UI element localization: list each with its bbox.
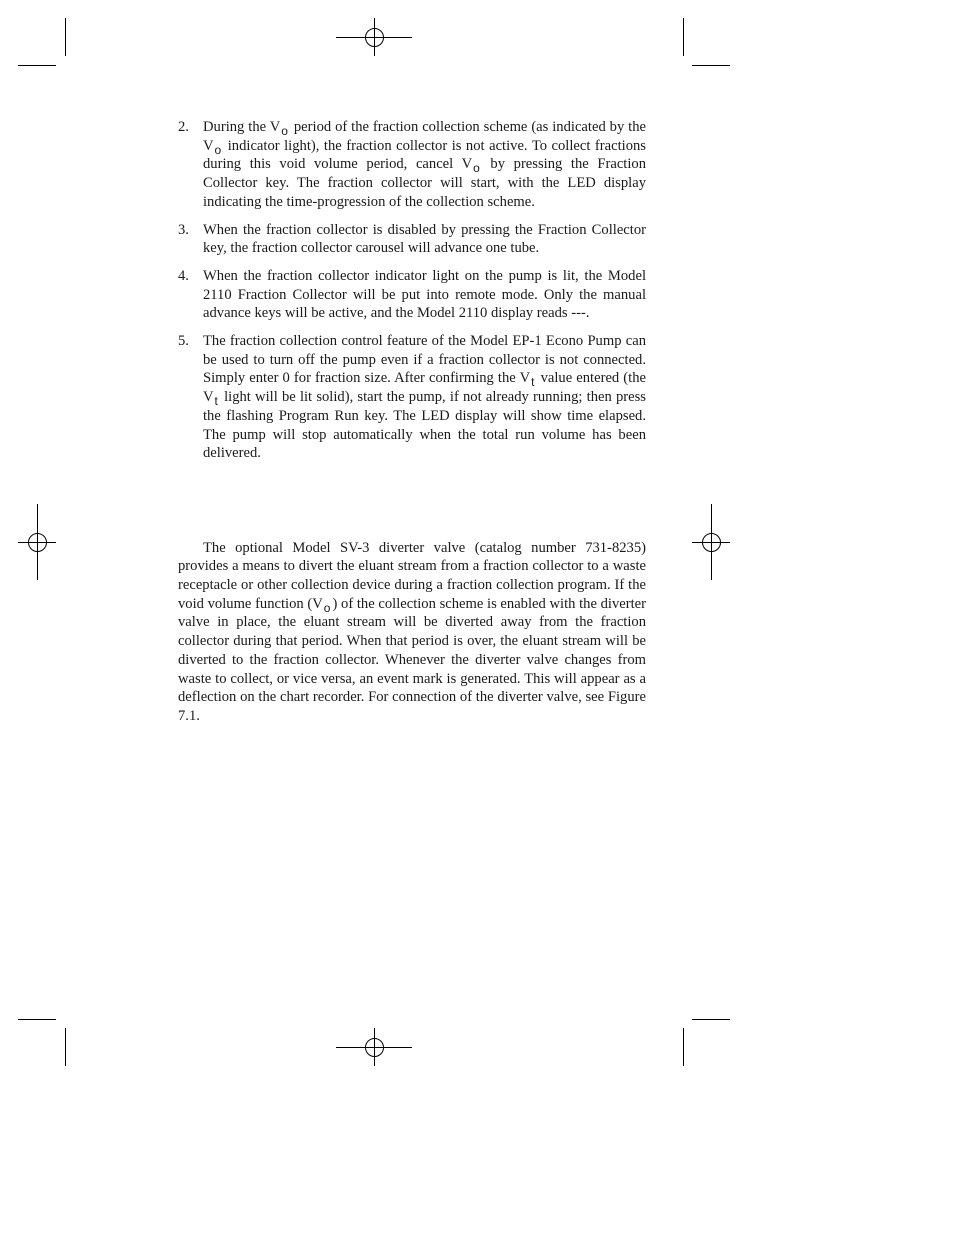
registration-mark-right — [692, 504, 730, 580]
subscript-o: o — [281, 124, 288, 138]
subscript-t: t — [531, 375, 535, 390]
list-item-text: During the $V_o$ period of the fraction collection scheme (as indicated by the $V_o$ indicator light), the fraction collector is not active. To collect fractions during this void volume period, cancel $V_o$ by pressing the Fraction Collector key. The fraction collector will start, with the LED display indicating the time-progression of the collection scheme. — [203, 119, 647, 210]
list-item-text: When the fraction collector indicator light on the pump is lit, the Model 2110 Fraction Collector will be put into remote mode. Only the manual advance keys will be active, and the Model 2110 display reads ---. — [203, 267, 646, 322]
subscript-o: o — [214, 142, 222, 157]
list-item-4 — [178, 267, 646, 323]
list-number: 3. — [178, 221, 189, 238]
registration-mark-left — [18, 504, 56, 580]
list-item-text: The fraction collection control feature of the Model EP-1 Econo Pump can be used to turn off the pump even if a fraction collector is not connected. Simply enter 0 for fraction size. After confirming the $V_t$ value entered (the $V_t$ light will be lit solid), start the pump, if not already running; then press the flashing Program Run key. The LED display will show time elapsed. The pump will stop automatically when the total run volume has been delivered. — [203, 333, 646, 462]
list-item-2 — [178, 118, 646, 212]
diverter-valve-paragraph: The optional Model SV-3 diverter valve (catalog number 731-8235) provides a means to divert the eluant stream from a fraction collector to a waste receptacle or other collection device during a fraction collection program. If the void volume function ($V_o$ ) of the collection scheme is enabled with the diverter valve in place, the eluant stream will be diverted away from the fraction collector during that period. When that period is over, the eluant stream will be diverted to the fraction collector. Whenever the diverter valve changes from waste to collect, or vice versa, an event mark is generated. This will appear as a deflection on the chart recorder. For connection of the diverter valve, see Figure 7.1. — [178, 539, 646, 724]
subscript-t: t — [214, 394, 218, 409]
list-item-5 — [178, 332, 646, 463]
list-number: 4. — [178, 267, 189, 284]
list-number: 5. — [178, 333, 189, 350]
list-number: 2. — [178, 119, 189, 135]
registration-mark-bottom — [336, 1028, 412, 1066]
list-item-3 — [178, 221, 646, 258]
registration-mark-top — [336, 18, 412, 56]
list-item-text: When the fraction collector is disabled by pressing the Fraction Collector key, the fraction collector carousel will advance one tube. — [203, 221, 646, 257]
numbered-list — [178, 118, 646, 472]
subscript-o: o — [323, 600, 331, 615]
subscript-o: o — [473, 161, 480, 176]
